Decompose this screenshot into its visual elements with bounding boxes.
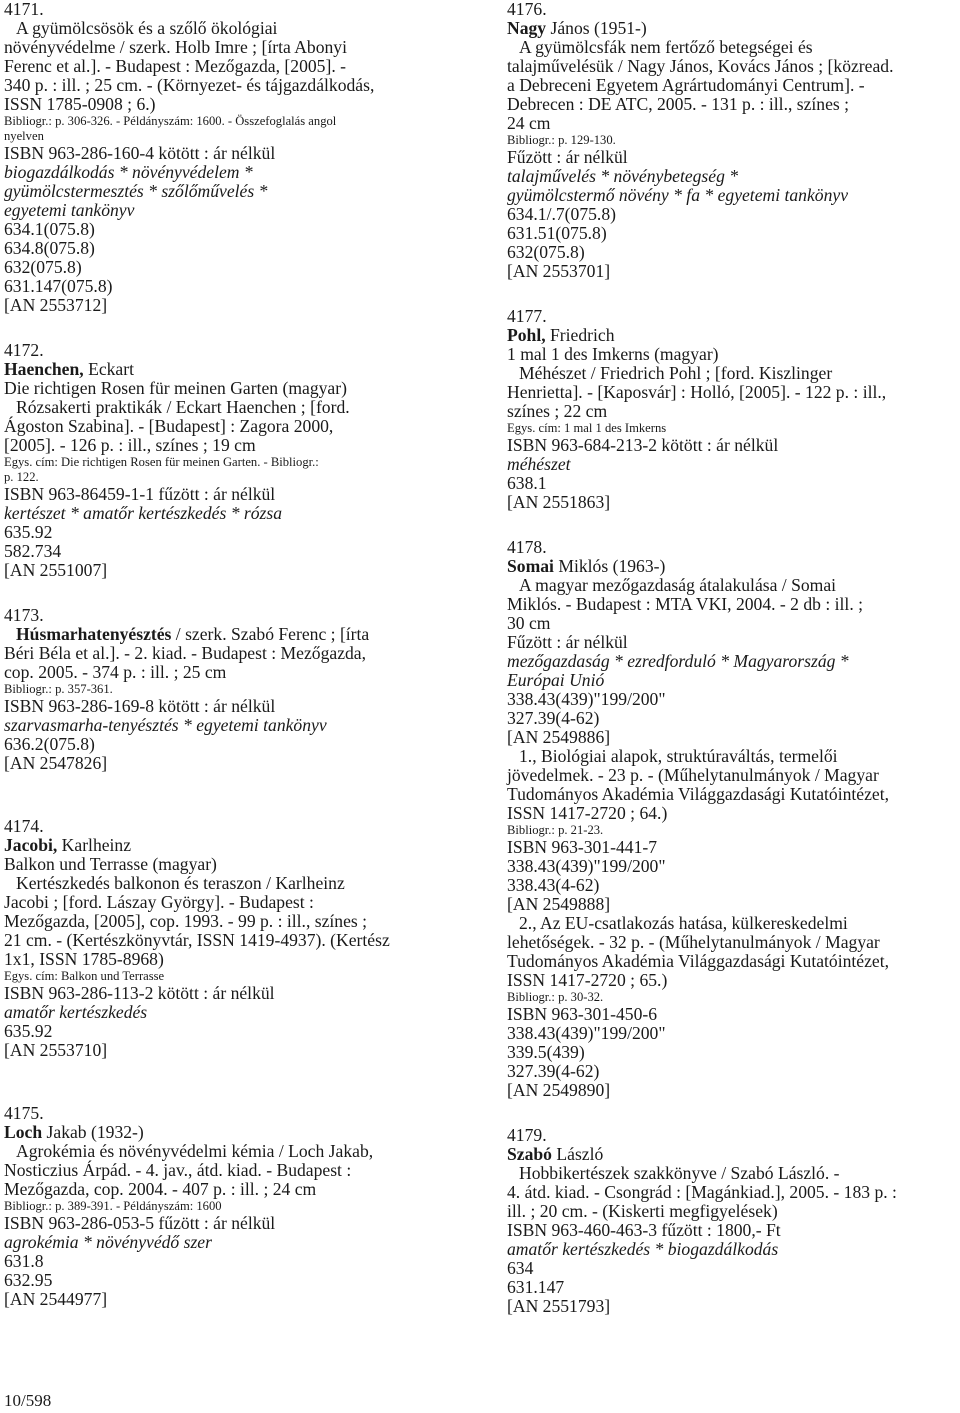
author-surname: Szabó [507, 1144, 552, 1164]
classification-line: 634.8(075.8) [4, 238, 95, 258]
subject-line: kertészet * amatőr kertészkedés * rózsa [4, 503, 283, 523]
description-line: talajművelésük / Nagy János, Kovács János ; [közread. [507, 56, 894, 76]
accession-number: [AN 2549890] [507, 1080, 611, 1100]
accession-number: [AN 2547826] [4, 753, 108, 773]
subject-line: egyetemi tankönyv [4, 200, 135, 220]
classification-line: 327.39(4-62) [507, 1061, 600, 1081]
original-title-line: Die richtigen Rosen für meinen Garten (magyar) [4, 378, 347, 398]
title-line: Méhészet / Friedrich Pohl ; [ford. Kiszlinger [519, 363, 833, 383]
entry-number: 4174. [4, 816, 44, 836]
entry-number: 4175. [4, 1103, 44, 1123]
entry-number: 4179. [507, 1125, 547, 1145]
entry-spacer [507, 512, 957, 538]
entry-number: 4176. [507, 0, 547, 19]
original-title-line: Balkon und Terrasse (magyar) [4, 854, 217, 874]
isbn-line: ISBN 963-684-213-2 kötött : ár nélkül [507, 435, 779, 455]
entry-4172 [4, 341, 474, 580]
entry-4176 [507, 0, 957, 281]
author-line [4, 1123, 474, 1142]
entry-spacer [507, 281, 957, 307]
volume-description-line: lehetőségek. - 32 p. - (Műhelytanulmányok / Magyar [507, 932, 880, 952]
title-line: Rózsakerti praktikák / Eckart Haenchen ; [ford. [16, 397, 350, 417]
subject-line: gyümölcstermesztés * szőlőművelés * [4, 181, 268, 201]
volume-description-line: ISSN 1417-2720 ; 64.) [507, 803, 668, 823]
note-line: Bibliogr.: p. 306-326. - Példányszám: 1600. - Összefoglalás angol [4, 114, 337, 128]
classification-line: 339.5(439) [507, 1042, 585, 1062]
author-given: Karlheinz [57, 835, 132, 855]
classification-line: 631.147 [507, 1277, 565, 1297]
description-line: Mezőgazda, [2005], cop. 1993. - 99 p. : ill., színes ; [4, 911, 368, 931]
entry-spacer [4, 580, 474, 606]
classification-line: 631.147(075.8) [4, 276, 113, 296]
classification-line: 631.51(075.8) [507, 223, 607, 243]
description-line: ISSN 1785-0908 ; 6.) [4, 94, 156, 114]
note-line: Egys. cím: Balkon und Terrasse [4, 969, 165, 983]
description-line: 21 cm. - (Kertészkönyvtár, ISSN 1419-4937). (Kertész [4, 930, 390, 950]
entry-4175 [4, 1104, 474, 1309]
description-line: Henrietta]. - [Kaposvár] : Holló, [2005]. - 122 p. : ill., [507, 382, 887, 402]
author-given: László [551, 1144, 604, 1164]
description-line: Debrecen : DE ATC, 2005. - 131 p. : ill., színes ; [507, 94, 850, 114]
subject-line: amatőr kertészkedés [4, 1002, 148, 1022]
description-line: cop. 2005. - 374 p. : ill. ; 25 cm [4, 662, 227, 682]
subject-line: agrokémia * növényvédő szer [4, 1232, 212, 1252]
author-surname: Loch [4, 1122, 43, 1142]
description-line: [2005]. - 126 p. : ill., színes ; 19 cm [4, 435, 256, 455]
author-line [507, 19, 957, 38]
volume-title-line: 1., Biológiai alapok, struktúraváltás, termelői [519, 746, 838, 766]
entry-4179 [507, 1126, 957, 1316]
classification-line: 638.1 [507, 473, 547, 493]
accession-number: [AN 2553701] [507, 261, 611, 281]
description-line: 30 cm [507, 613, 551, 633]
entry-4178 [507, 538, 957, 1100]
subject-line: Európai Unió [507, 670, 605, 690]
entry-number: 4177. [507, 306, 547, 326]
author-given: Eckart [83, 359, 134, 379]
description-line: 24 cm [507, 113, 551, 133]
title-bold: Húsmarhatenyésztés [16, 624, 172, 644]
accession-number: [AN 2553712] [4, 295, 108, 315]
subject-line: amatőr kertészkedés * biogazdálkodás [507, 1239, 779, 1259]
title-line: Hobbikertészek szakkönyve / Szabó László. - [519, 1163, 840, 1183]
accession-number: [AN 2549888] [507, 894, 611, 914]
description-line: 1x1, ISSN 1785-8968) [4, 949, 164, 969]
subject-line: talajművelés * növénybetegség * [507, 166, 739, 186]
entry-number: 4172. [4, 340, 44, 360]
classification-line: 634.1/.7(075.8) [507, 204, 616, 224]
author-given: Friedrich [545, 325, 615, 345]
volume-description-line: ISSN 1417-2720 ; 65.) [507, 970, 668, 990]
entry-4177 [507, 307, 957, 512]
isbn-line: ISBN 963-286-113-2 kötött : ár nélkül [4, 983, 275, 1003]
isbn-line: ISBN 963-301-450-6 [507, 1004, 658, 1024]
subject-line: biogazdálkodás * növényvédelem * [4, 162, 253, 182]
classification-line: 632(075.8) [507, 242, 585, 262]
author-line [4, 360, 474, 379]
author-line [4, 836, 474, 855]
classification-line: 636.2(075.8) [4, 734, 95, 754]
entry-4171 [4, 0, 474, 315]
entry-number: 4171. [4, 0, 44, 19]
classification-line: 634 [507, 1258, 534, 1278]
description-line: Miklós. - Budapest : MTA VKI, 2004. - 2 db : ill. ; [507, 594, 864, 614]
author-line [507, 326, 957, 345]
description-line: Nosticzius Árpád. - 4. jav., átd. kiad. - Budapest : [4, 1160, 352, 1180]
binding-price-line: Fűzött : ár nélkül [507, 632, 628, 652]
description-line: Ágoston Szabina]. - [Budapest] : Zagora 2000, [4, 416, 334, 436]
classification-line: 338.43(439)"199/200" [507, 856, 666, 876]
description-line: 4. átd. kiad. - Csongrád : [Magánkiad.], 2005. - 183 p. : [507, 1182, 897, 1202]
title-line: Agrokémia és növényvédelmi kémia / Loch Jakab, [16, 1141, 374, 1161]
accession-number: [AN 2551863] [507, 492, 611, 512]
accession-number: [AN 2549886] [507, 727, 611, 747]
classification-line: 632(075.8) [4, 257, 82, 277]
subject-line: gyümölcstermő növény * fa * egyetemi tankönyv [507, 185, 848, 205]
author-surname: Haenchen, [4, 359, 84, 379]
author-line [507, 557, 957, 576]
entry-spacer [4, 1060, 474, 1104]
title-rest: / szerk. Szabó Ferenc ; [írta [171, 624, 370, 644]
description-line: Mezőgazda, cop. 2004. - 407 p. : ill. ; 24 cm [4, 1179, 317, 1199]
isbn-line: ISBN 963-301-441-7 [507, 837, 658, 857]
author-given: Jakab (1932-) [42, 1122, 144, 1142]
author-line [507, 1145, 957, 1164]
classification-line: 635.92 [4, 1021, 53, 1041]
description-line: Ferenc et al.]. - Budapest : Mezőgazda, [2005]. - [4, 56, 346, 76]
classification-line: 635.92 [4, 522, 53, 542]
entry-4173 [4, 606, 474, 773]
right-column [507, 0, 957, 1316]
description-line: Jacobi ; [ford. Lászay György]. - Budapest : [4, 892, 314, 912]
accession-number: [AN 2551007] [4, 560, 108, 580]
author-surname: Jacobi, [4, 835, 58, 855]
author-surname: Nagy [507, 18, 547, 38]
entry-number: 4178. [507, 537, 547, 557]
volume-description-line: Tudományos Akadémia Világgazdasági Kutatóintézet, [507, 784, 890, 804]
entry-spacer [4, 315, 474, 341]
volume-title-line: 2., Az EU-csatlakozás hatása, külkereskedelmi [519, 913, 848, 933]
note-line: Egys. cím: Die richtigen Rosen für meinen Garten. - Bibliogr.: [4, 455, 319, 469]
isbn-line: ISBN 963-460-463-3 fűzött : 1800,- Ft [507, 1220, 781, 1240]
description-line: Béri Béla et al.]. - 2. kiad. - Budapest : Mezőgazda, [4, 643, 367, 663]
classification-line: 338.43(439)"199/200" [507, 1023, 666, 1043]
classification-line: 634.1(075.8) [4, 219, 95, 239]
description-line: ill. ; 20 cm. - (Kiskerti megfigyelések) [507, 1201, 778, 1221]
title-line: Kertészkedés balkonon és teraszon / Karlheinz [16, 873, 345, 893]
description-line: 340 p. : ill. ; 25 cm. - (Környezet- és tájgazdálkodás, [4, 75, 375, 95]
note-line: p. 122. [4, 470, 39, 484]
isbn-line: ISBN 963-286-053-5 fűzött : ár nélkül [4, 1213, 276, 1233]
isbn-line: ISBN 963-286-169-8 kötött : ár nélkül [4, 696, 276, 716]
left-column [4, 0, 474, 1309]
subject-line: méhészet [507, 454, 571, 474]
subject-line: mezőgazdaság * ezredforduló * Magyarország * [507, 651, 849, 671]
note-line: Bibliogr.: p. 129-130. [507, 133, 616, 147]
title-line: A gyümölcsösök és a szőlő ökológiai [16, 18, 278, 38]
entry-spacer [507, 1100, 957, 1126]
classification-line: 582.734 [4, 541, 62, 561]
page-number: 10/598 [4, 1391, 52, 1410]
title-line [4, 625, 474, 644]
accession-number: [AN 2553710] [4, 1040, 108, 1060]
author-given: János (1951-) [546, 18, 647, 38]
original-title-line: 1 mal 1 des Imkerns (magyar) [507, 344, 719, 364]
note-line: nyelven [4, 129, 44, 143]
note-line: Bibliogr.: p. 21-23. [507, 823, 604, 837]
description-line: növényvédelme / szerk. Holb Imre ; [írta Abonyi [4, 37, 347, 57]
author-surname: Pohl, [507, 325, 546, 345]
classification-line: 338.43(4-62) [507, 875, 600, 895]
author-given: Miklós (1963-) [553, 556, 666, 576]
volume-description-line: jövedelmek. - 23 p. - (Műhelytanulmányok / Magyar [507, 765, 879, 785]
description-line: a Debreceni Egyetem Agrártudományi Centrum]. - [507, 75, 865, 95]
subject-line: szarvasmarha-tenyésztés * egyetemi tankönyv [4, 715, 327, 735]
entry-4174 [4, 817, 474, 1060]
description-line: színes ; 22 cm [507, 401, 608, 421]
binding-price-line: Fűzött : ár nélkül [507, 147, 628, 167]
isbn-line: ISBN 963-286-160-4 kötött : ár nélkül [4, 143, 276, 163]
note-line: Bibliogr.: p. 357-361. [4, 682, 113, 696]
title-line: A magyar mezőgazdaság átalakulása / Somai [519, 575, 837, 595]
note-line: Bibliogr.: p. 30-32. [507, 990, 604, 1004]
title-line: A gyümölcsfák nem fertőző betegségei és [519, 37, 813, 57]
classification-line: 338.43(439)"199/200" [507, 689, 666, 709]
author-surname: Somai [507, 556, 554, 576]
note-line: Bibliogr.: p. 389-391. - Példányszám: 1600 [4, 1199, 222, 1213]
classification-line: 632.95 [4, 1270, 53, 1290]
note-line: Egys. cím: 1 mal 1 des Imkerns [507, 421, 667, 435]
volume-description-line: Tudományos Akadémia Világgazdasági Kutatóintézet, [507, 951, 890, 971]
classification-line: 631.8 [4, 1251, 44, 1271]
isbn-line: ISBN 963-86459-1-1 fűzött : ár nélkül [4, 484, 276, 504]
classification-line: 327.39(4-62) [507, 708, 600, 728]
accession-number: [AN 2544977] [4, 1289, 108, 1309]
entry-spacer [4, 773, 474, 817]
accession-number: [AN 2551793] [507, 1296, 611, 1316]
entry-number: 4173. [4, 605, 44, 625]
